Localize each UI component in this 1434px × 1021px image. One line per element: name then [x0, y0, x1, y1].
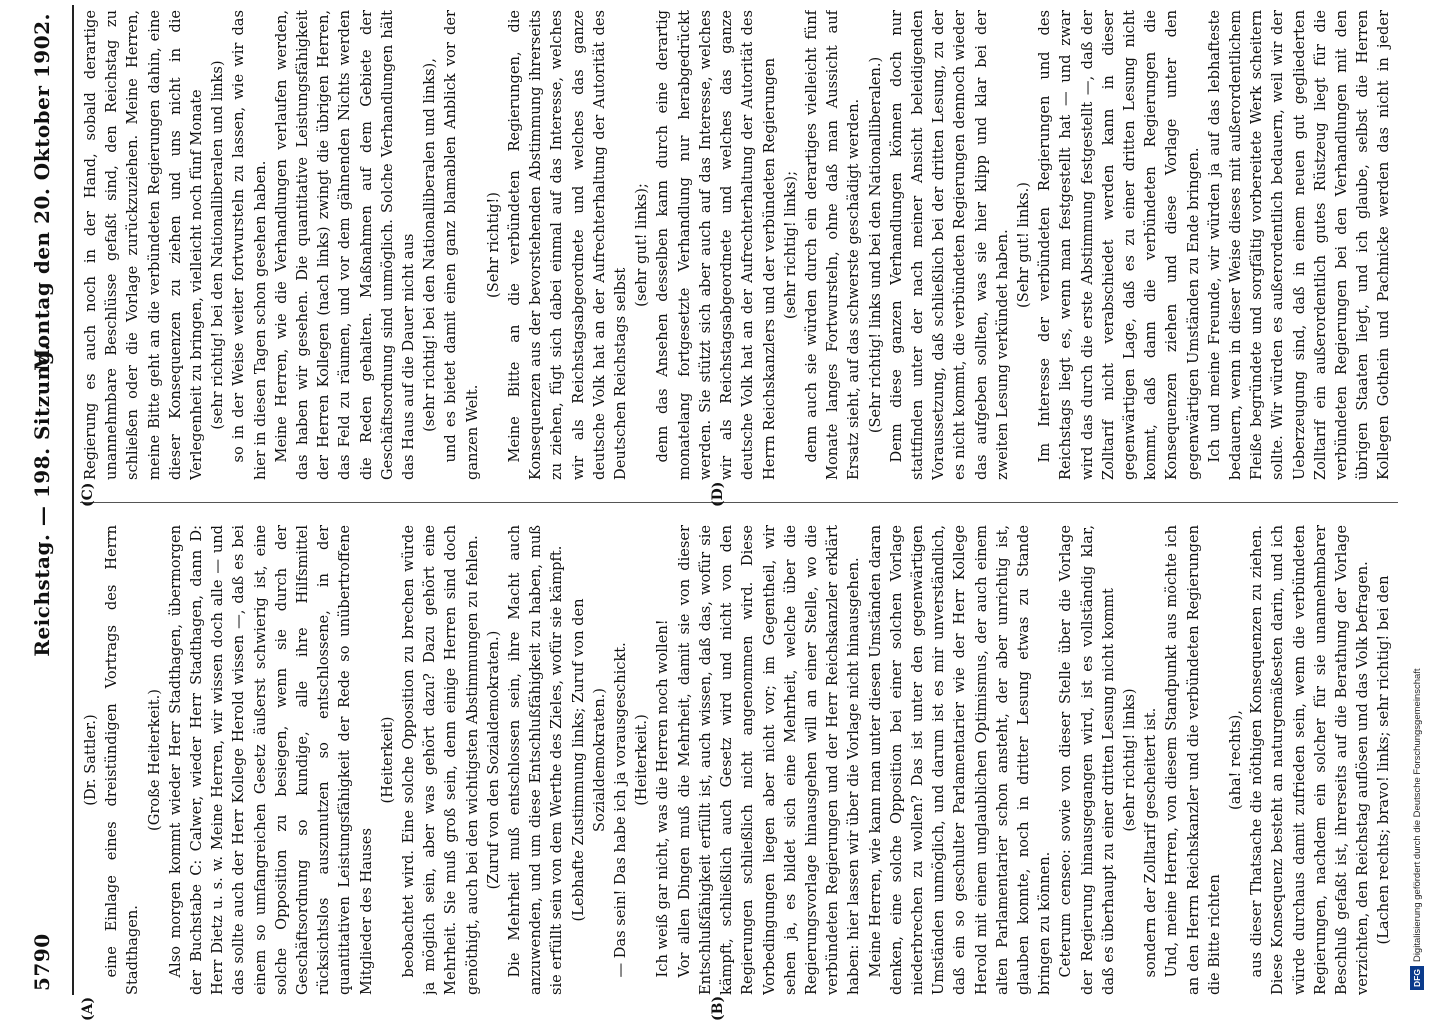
- paragraph: (Lebhafte Zustimmung links; Zuruf von den Sozialdemokraten.): [569, 598, 608, 922]
- paragraph: (aha! rechts),: [1226, 710, 1244, 810]
- paragraph: (sehr richtig! bei den Nationalliberalen und links): [209, 60, 227, 430]
- paragraph: (Heiterkeit.): [633, 714, 651, 806]
- page-header: [20, 5, 64, 995]
- dfg-logo: DFG: [1410, 966, 1424, 990]
- margin-mark-b: (B): [710, 995, 726, 1021]
- paragraph: Und, meine Herren, von diesem Standpunkt aus möchte ich an den Herrn Reichskanzler und die verbündeten Regierungen die Bitte richten: [1163, 525, 1223, 995]
- paragraph: denn auch sie würden durch ein derartiges vielleicht fünf Monate langes Fortwursteln, ohne daß man Aussicht auf Ersatz sieht, auf das schwerste geschädigt werden.: [802, 10, 863, 480]
- header-rule: [72, 5, 74, 995]
- paragraph: Regierung es auch noch in der Hand, sobald derartige unannehmbare Beschlüsse gefaßt sind, den Reichstag zu schließen oder die Vorlage zurückzuziehen. Meine Herren, meine Bitte geht an die verbündeten Regierungen dahin, eine dieser Konsequenzen zu ziehen und uns nicht in die Verlegenheit zu bringen, vielleicht noch fünf Monate: [82, 10, 206, 480]
- paragraph: (Heiterkeit): [378, 716, 396, 804]
- page-number: 5790: [30, 933, 54, 991]
- digitization-credit: [1402, 10, 1432, 990]
- paragraph: aus dieser Thatsache die nöthigen Konsequenzen zu ziehen. Diese Konsequenz besteht an naturgemäßesten darin, und ich würde durchaus damit zufrieden sein, wenn die verbündeten Regierungen, nachdem ein solcher für sie unannehmbarer Beschluß gefaßt ist, ihrerseits auf die Berathung der Vorlage verzichten, den Reichstag auflösen und das Volk befragen.: [1248, 525, 1372, 995]
- right-column: [80, 10, 1398, 480]
- margin-mark-a: (A): [80, 996, 96, 1021]
- paragraph: — Das sein! Das habe ich ja vorausgeschickt.: [612, 642, 630, 978]
- paragraph: (Sehr richtig! links und bei den Nationalliberalen.): [866, 56, 884, 434]
- paragraph: so in der Weise weiter fortwursteln zu lassen, wie wir das hier in diesen Tagen schon gesehen haben.: [230, 10, 269, 480]
- paragraph: Ceterum censeo: sowie von dieser Stelle über die Vorlage der Regierung hinausgegangen wird, ist es vollständig klar, daß es überhaupt zu einer dritten Lesung nicht kommt: [1057, 525, 1117, 995]
- column-divider: [80, 502, 1398, 503]
- paragraph: (Zuruf von den Sozialdemokraten.): [484, 630, 502, 890]
- left-column: [80, 525, 1398, 995]
- margin-mark-d: (D): [710, 481, 726, 507]
- running-title: Reichstag. — 198. Sitzung.: [30, 343, 54, 657]
- paragraph: Also morgen kommt wieder Herr Stadthagen, übermorgen der Buchstabe C: Calwer, wieder Herr Stadthagen, dann D: Herr Dietz u. s. w. Meine Herren, wir wissen doch alle — und das sollte auch der Herr Kollege Herold wissen —, daß es bei einem so umfangreichen Gesetz äußerst schwierig ist, eine solche Opposition zu besiegen, wenn sie durch der Geschäftsordnung so kundige, alle ihre Hilfsmittel rücksichtslos auszunutzen so entschlossene, in der quantitativen Leistungsfähigkeit der Rede so unübertroffene Mitglieder des Hauses: [166, 525, 375, 995]
- paragraph: (Sehr gut! links.): [1014, 182, 1032, 308]
- page-date: Montag den 20. Oktober 1902.: [30, 13, 54, 371]
- paragraph: sondern der Zolltarif gescheitert ist.: [1142, 707, 1160, 978]
- paragraph: (sehr richtig! links): [1120, 688, 1138, 832]
- paragraph: (Lachen rechts; bravo! links; sehr richtig! bei den: [1375, 575, 1393, 945]
- rotated-page: [20, 5, 1400, 1021]
- paragraph: Vor allen Dingen muß die Mehrheit, damit sie von dieser Entschlußfähigkeit erfüllt ist, auch wissen, daß das, wofür sie kämpft, schließlich auch Gesetz wird und nicht von den Regierungen schließlich nicht angenommen wird. Diese Vorbedingungen liegen aber nicht vor; im Gegentheil, wir sehen ja, es bildet sich eine Mehrheit, welche über die Regierungsvorlage hinausgehen will an einer Stelle, wo die verbündeten Regierungen und der Herr Reichskanzler erklärt haben: hier lassen wir über die Vorlage nicht hinausgehen.: [675, 525, 863, 995]
- paragraph: (Dr. Sattler.): [82, 714, 99, 806]
- paragraph: Meine Bitte an die verbündeten Regierungen, die Konsequenzen aus der bevorstehenden Abstimmung ihrerseits zu ziehen, fügt sich dabei einmal auf das Interesse, welches wir als Reichstagsabgeordnete und welches das ganze deutsche Volk hat an der Aufrechterhaltung der Autorität des Deutschen Reichstags selbst: [506, 10, 630, 480]
- credit-text: Digitalisierung gefördert durch die Deutsche Forschungsgemeinschaft: [1412, 668, 1423, 963]
- margin-mark-c: (C): [80, 482, 96, 507]
- paragraph: (sehr richtig! bei den Nationalliberalen und links),: [421, 58, 439, 432]
- paragraph: (sehr richtig! links);: [781, 170, 799, 320]
- paragraph: Die Mehrheit muß entschlossen sein, ihre Macht auch anzuwenden, und um diese Entschlußfähigkeit zu haben, muß sie erfüllt sein von dem Werthe des Zieles, wofür sie kämpft.: [506, 525, 566, 995]
- paragraph: Denn diese ganzen Verhandlungen können doch nur stattfinden unter der nach meiner Ansicht beleidigenden Voraussetzung, daß schließlich bei der dritten Lesung, zu der es nicht kommt, die verbündeten Regierungen dennoch wieder das aufgeben sollten, was sie hier klipp und klar bei der zweiten Lesung verkündet haben.: [887, 10, 1011, 480]
- paragraph: beobachtet wird. Eine solche Opposition zu brechen würde ja möglich sein, aber was gehört dazu? Dazu gehört eine Mehrheit. Sie muß groß sein, denn einige Herren sind doch genöthigt, auch bei den wichtigsten Abstimmungen zu fehlen.: [400, 525, 481, 995]
- paragraph: und es bietet damit einen ganz blamablen Anblick vor der ganzen Welt.: [442, 10, 481, 480]
- paragraph: (sehr gut! links);: [633, 183, 651, 307]
- paragraph: Meine Herren, wie die Verhandlungen verlaufen werden, das haben wir gesehen. Die quantitative Leistungsfähigkeit der Herren Kollegen (nach links) zwingt die übrigen Herren, das Feld zu räumen, und vor dem gähnenden Nichts werden die Reden gehalten. Maßnahmen auf dem Gebiete der Geschäftsordnung sind unmöglich. Solche Verhandlungen hält das Haus auf die Dauer nicht aus: [272, 10, 418, 480]
- paragraph: Im Interesse der verbündeten Regierungen und des Reichstags liegt es, wenn man festgestellt hat — und zwar wird das durch die erste Abstimmung festgestellt —, daß der Zolltarif nicht verabschiedet werden kann in dieser gegenwärtigen Lage, daß es zu einer dritten Lesung nicht kommt, daß dann die verbündeten Regierungen die Konsequenzen ziehen und diese Vorlage unter den gegenwärtigen Umständen zu Ende bringen.: [1036, 10, 1202, 480]
- paragraph: eine Einlage eines dreistündigen Vortrags des Herrn Stadthagen.: [103, 525, 142, 995]
- paragraph: Ich und meine Freunde, wir würden ja auf das lebhafteste bedauern, wenn in dieser Weise dieses mit außerordentlichem Fleiße begründete und sorgfältig vorbereitete Werk scheitern sollte. Wir würden es außerordentlich bedauern, weil wir der Ueberzeugung sind, daß in einem neuen gut gegliederten Zolltarif ein außerordentlich gutes Rüstzeug liegt für die verbündeten Regierungen bei den Verhandlungen mit den übrigen Staaten liegt, und ich glaube, selbst die Herren Kollegen Gothein und Pachnicke werden das nicht in jeder: [1205, 10, 1393, 480]
- paragraph: denn das Ansehen desselben kann durch eine derartig monatelang fortgesetzte Verhandlung nur herabgedrückt werden. Sie stützt sich aber auch auf das Interesse, welches wir als Reichstagsabgeordnete und welches das ganze deutsche Volk hat an der Aufrechterhaltung der Autorität des Herrn Reichskanzlers und der verbündeten Regierungen: [654, 10, 778, 480]
- paragraph: Ich weiß gar nicht, was die Herren noch wollen!: [654, 619, 672, 978]
- paragraph: (Große Heiterkeit.): [145, 689, 163, 831]
- paragraph: Meine Herren, wie kann man unter diesen Umständen daran denken, eine solche Opposition bei einer solchen Vorlage niederbrechen zu wollen? Das ist unter den gegenwärtigen Umständen unmöglich, und darum ist es mir unverständlich, daß ein so geschulter Parlamentarier wie der Herr Kollege Herold mit einem unglaublichen Optimismus, der auch einem alten Parlamentarier schon ansteht, der aber unrichtig ist, glauben konnte, noch in dritter Lesung etwas zu Stande bringen zu können.: [866, 525, 1054, 995]
- paragraph: (Sehr richtig!): [484, 192, 502, 298]
